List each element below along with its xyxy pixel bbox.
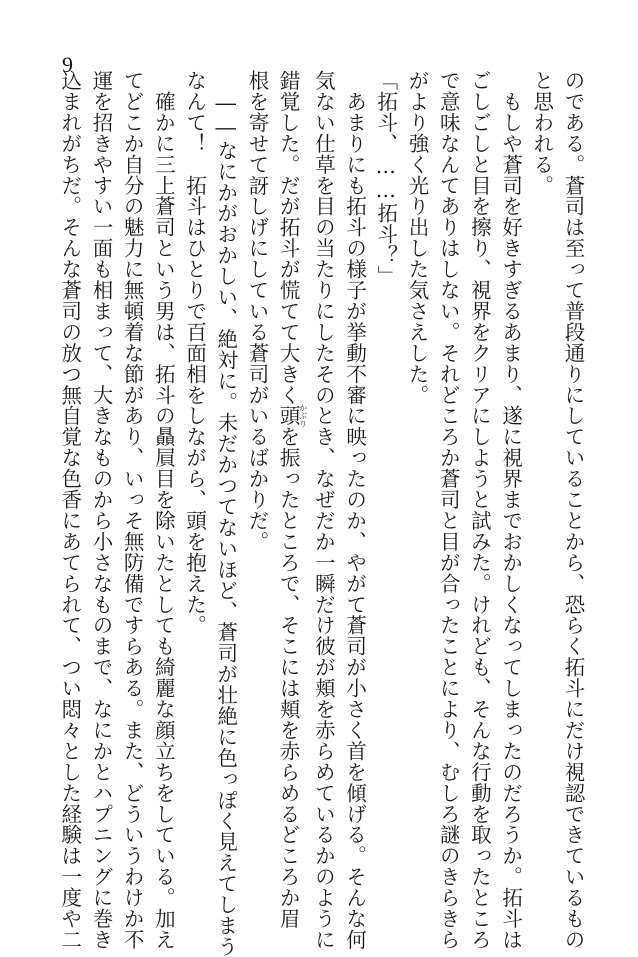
page-number: 9 [62, 52, 73, 77]
text-line: で意味なんてありはしない。それどころか蒼司と目が合ったことにより、むしろ謎のきらきら [436, 70, 461, 950]
text-line: ごしごしと目を擦り、視界をクリアにしようと試みた。けれども、そんな行動を取ったところ [467, 70, 492, 950]
text-line-with-ruby [272, 70, 308, 929]
text-line: 運を招きやすい一面も相まって、大きなものから小さなものまで、なにかとハプニングに巻き [88, 70, 113, 950]
text-line: と思われる。 [529, 70, 554, 196]
text-line: 確かに三上蒼司という男は、拓斗の贔屓目を除いたとしても綺麗な顔立ちをしている。加え [151, 70, 176, 950]
ruby-base: 頭 [276, 403, 301, 428]
ruby-word [276, 403, 308, 428]
text-line: ――なにかがおかしい、絶対に。未だかつてないほど、蒼司が壮絶に色っぽく見えてしまう [213, 70, 238, 957]
text-line: てどこか自分の魅力に無頓着な節があり、いっそ無防備ですらある。また、どういうわけか不 [120, 70, 145, 950]
text-segment: 錯覚した。だが拓斗が慌てて大きく [276, 70, 301, 406]
text-segment: を振ったところで、そこには頬を赤らめるどころか眉 [276, 426, 301, 929]
text-line: のである。蒼司は至って普段通りにしていることから、恐らく拓斗にだけ視認できているもの [561, 70, 585, 950]
text-line: もしや蒼司を好きすぎるあまり、遂に視界までおかしくなってしまったのだろうか。拓斗は [498, 70, 523, 950]
text-line: がより強く光り出した気さえした。 [404, 70, 429, 406]
text-line: あまりにも拓斗の様子が挙動不審に映ったのか、やがて蒼司が小さく首を傾げる。そんな何 [342, 70, 367, 950]
text-line: 「拓斗、……拓斗？」 [373, 70, 398, 287]
text-line: 込まれがちだ。そんな蒼司の放つ無自覚な色香にあてられて、つい悶々とした経験は一度や二 [57, 70, 82, 950]
text-line: 気ない仕草を目の当たりにしたそのとき、なぜだか一瞬だけ彼が頬を赤らめているかのように [311, 70, 336, 950]
body-text [54, 70, 588, 957]
text-line: 根を寄せて訝しげにしている蒼司がいるばかりだ。 [244, 70, 269, 552]
ruby-reading: かぶり [298, 403, 308, 428]
text-line: なんて！ 拓斗はひとりで百面相をしながら、頭を抱えた。 [182, 70, 207, 636]
